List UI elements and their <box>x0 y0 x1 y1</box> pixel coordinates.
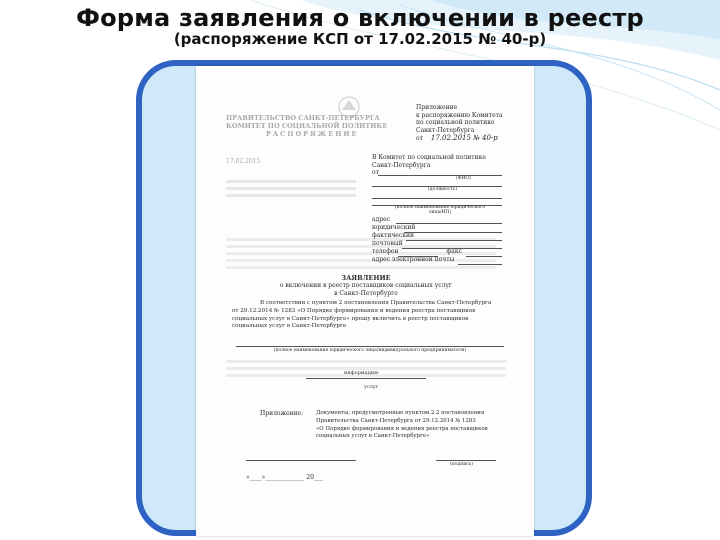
sign-underline <box>246 460 356 461</box>
body-line: В соответствии с пунктом 2 постановления Правительства Санкт-Петербурга <box>260 300 492 306</box>
addressee-note-fio: (ФИО) <box>456 176 471 181</box>
addressee-note-line: лица/ИП) <box>428 209 452 215</box>
heading-sub-line: в Санкт-Петербурге <box>334 289 398 297</box>
field-underline <box>398 256 438 257</box>
addressee-line: от <box>372 169 379 176</box>
appendix-block <box>416 104 526 143</box>
body-line: социальных услуг в Санкт-Петербурге» прошу включить в реестр поставщиков <box>232 315 469 322</box>
faded-left-text <box>226 178 356 197</box>
field-label: юридический <box>372 224 416 232</box>
field-underline <box>396 223 502 224</box>
attachment-list <box>316 410 506 441</box>
slide-subtitle: (распоряжение КСП от 17.02.2015 № 40-р) <box>173 30 547 48</box>
addressee-note-position: (должность) <box>428 187 458 192</box>
addressee-underline <box>378 175 502 176</box>
document-page <box>196 66 534 536</box>
attachment-line: «О Порядке формирования и ведения реестра поставщиков <box>316 425 488 432</box>
field-underline <box>402 248 502 249</box>
mid-word-2: услуг <box>364 384 379 390</box>
faded-header-2: КОМИТЕТ ПО СОЦИАЛЬНОЙ ПОЛИТИКЕ <box>226 122 388 131</box>
field-label: адрес электронной почты <box>372 256 455 264</box>
addressee-line: В Комитет по социальной политике <box>372 154 486 161</box>
faded-header-3: РАСПОРЯЖЕНИЕ <box>266 130 359 139</box>
field-label: почтовый <box>372 240 403 248</box>
faded-header-1: ПРАВИТЕЛЬСТВО САНКТ-ПЕТЕРБУРГА <box>226 114 380 122</box>
addressee-note-org <box>378 206 502 216</box>
document-heading-sub <box>246 282 486 297</box>
heading-sub-line: о включении в реестр поставщиков социальных услуг <box>279 282 453 289</box>
mid-word: информацию <box>344 370 379 376</box>
attachment-line: Документы, предусмотренные пунктом 2.2 постановления <box>316 410 485 416</box>
appendix-line: Приложение <box>416 104 458 111</box>
addressee-note-line: (полное наименование юридического <box>394 205 486 210</box>
sign-label: (подпись) <box>450 462 473 467</box>
body-paragraph <box>232 300 502 331</box>
field-underline <box>404 232 502 233</box>
field-label: адрес <box>372 216 391 223</box>
body-line: от 29.12.2014 № 1283 «О Порядке формирования и ведения реестра поставщиков <box>232 307 476 314</box>
body-line: социальных услуг в Санкт-Петербурге <box>232 323 347 330</box>
attachment-line: социальных услуг в Санкт-Петербурге» <box>316 433 430 440</box>
addressee-underline <box>372 198 502 199</box>
underline-note: (полное наименование юридического лица/индивидуального предпринимателя) <box>273 348 467 353</box>
field-label: факс <box>446 248 462 256</box>
appendix-line: от <box>416 135 423 142</box>
field-label: телефон <box>372 248 399 256</box>
field-underline <box>466 256 502 257</box>
appendix-line: к распоряжению Комитета <box>416 111 503 119</box>
addressee-block <box>372 154 512 177</box>
org-underline <box>236 346 504 347</box>
field-underline <box>458 264 502 265</box>
attachment-line: Правительства Санкт-Петербурга от 29.12.2014 № 1283 <box>316 417 476 424</box>
appendix-handwritten: 17.02.2015 № 40-р <box>430 134 498 142</box>
appendix-line: Санкт-Петербурга <box>416 126 475 134</box>
mid-underline <box>306 378 426 379</box>
field-underline <box>406 240 502 241</box>
field-label: фактический <box>372 232 414 240</box>
addressee-line: Санкт-Петербурга <box>372 161 431 169</box>
document-heading: ЗАЯВЛЕНИЕ <box>341 274 391 282</box>
slide-title: Форма заявления о включении в реестр <box>76 4 644 32</box>
appendix-line: по социальной политике <box>416 119 495 126</box>
sign-underline <box>436 460 496 461</box>
attachment-label: Приложение: <box>260 410 304 417</box>
faded-date: 17.02.2015 <box>226 158 261 165</box>
date-line: «____»_____________ 20___ <box>246 474 323 481</box>
